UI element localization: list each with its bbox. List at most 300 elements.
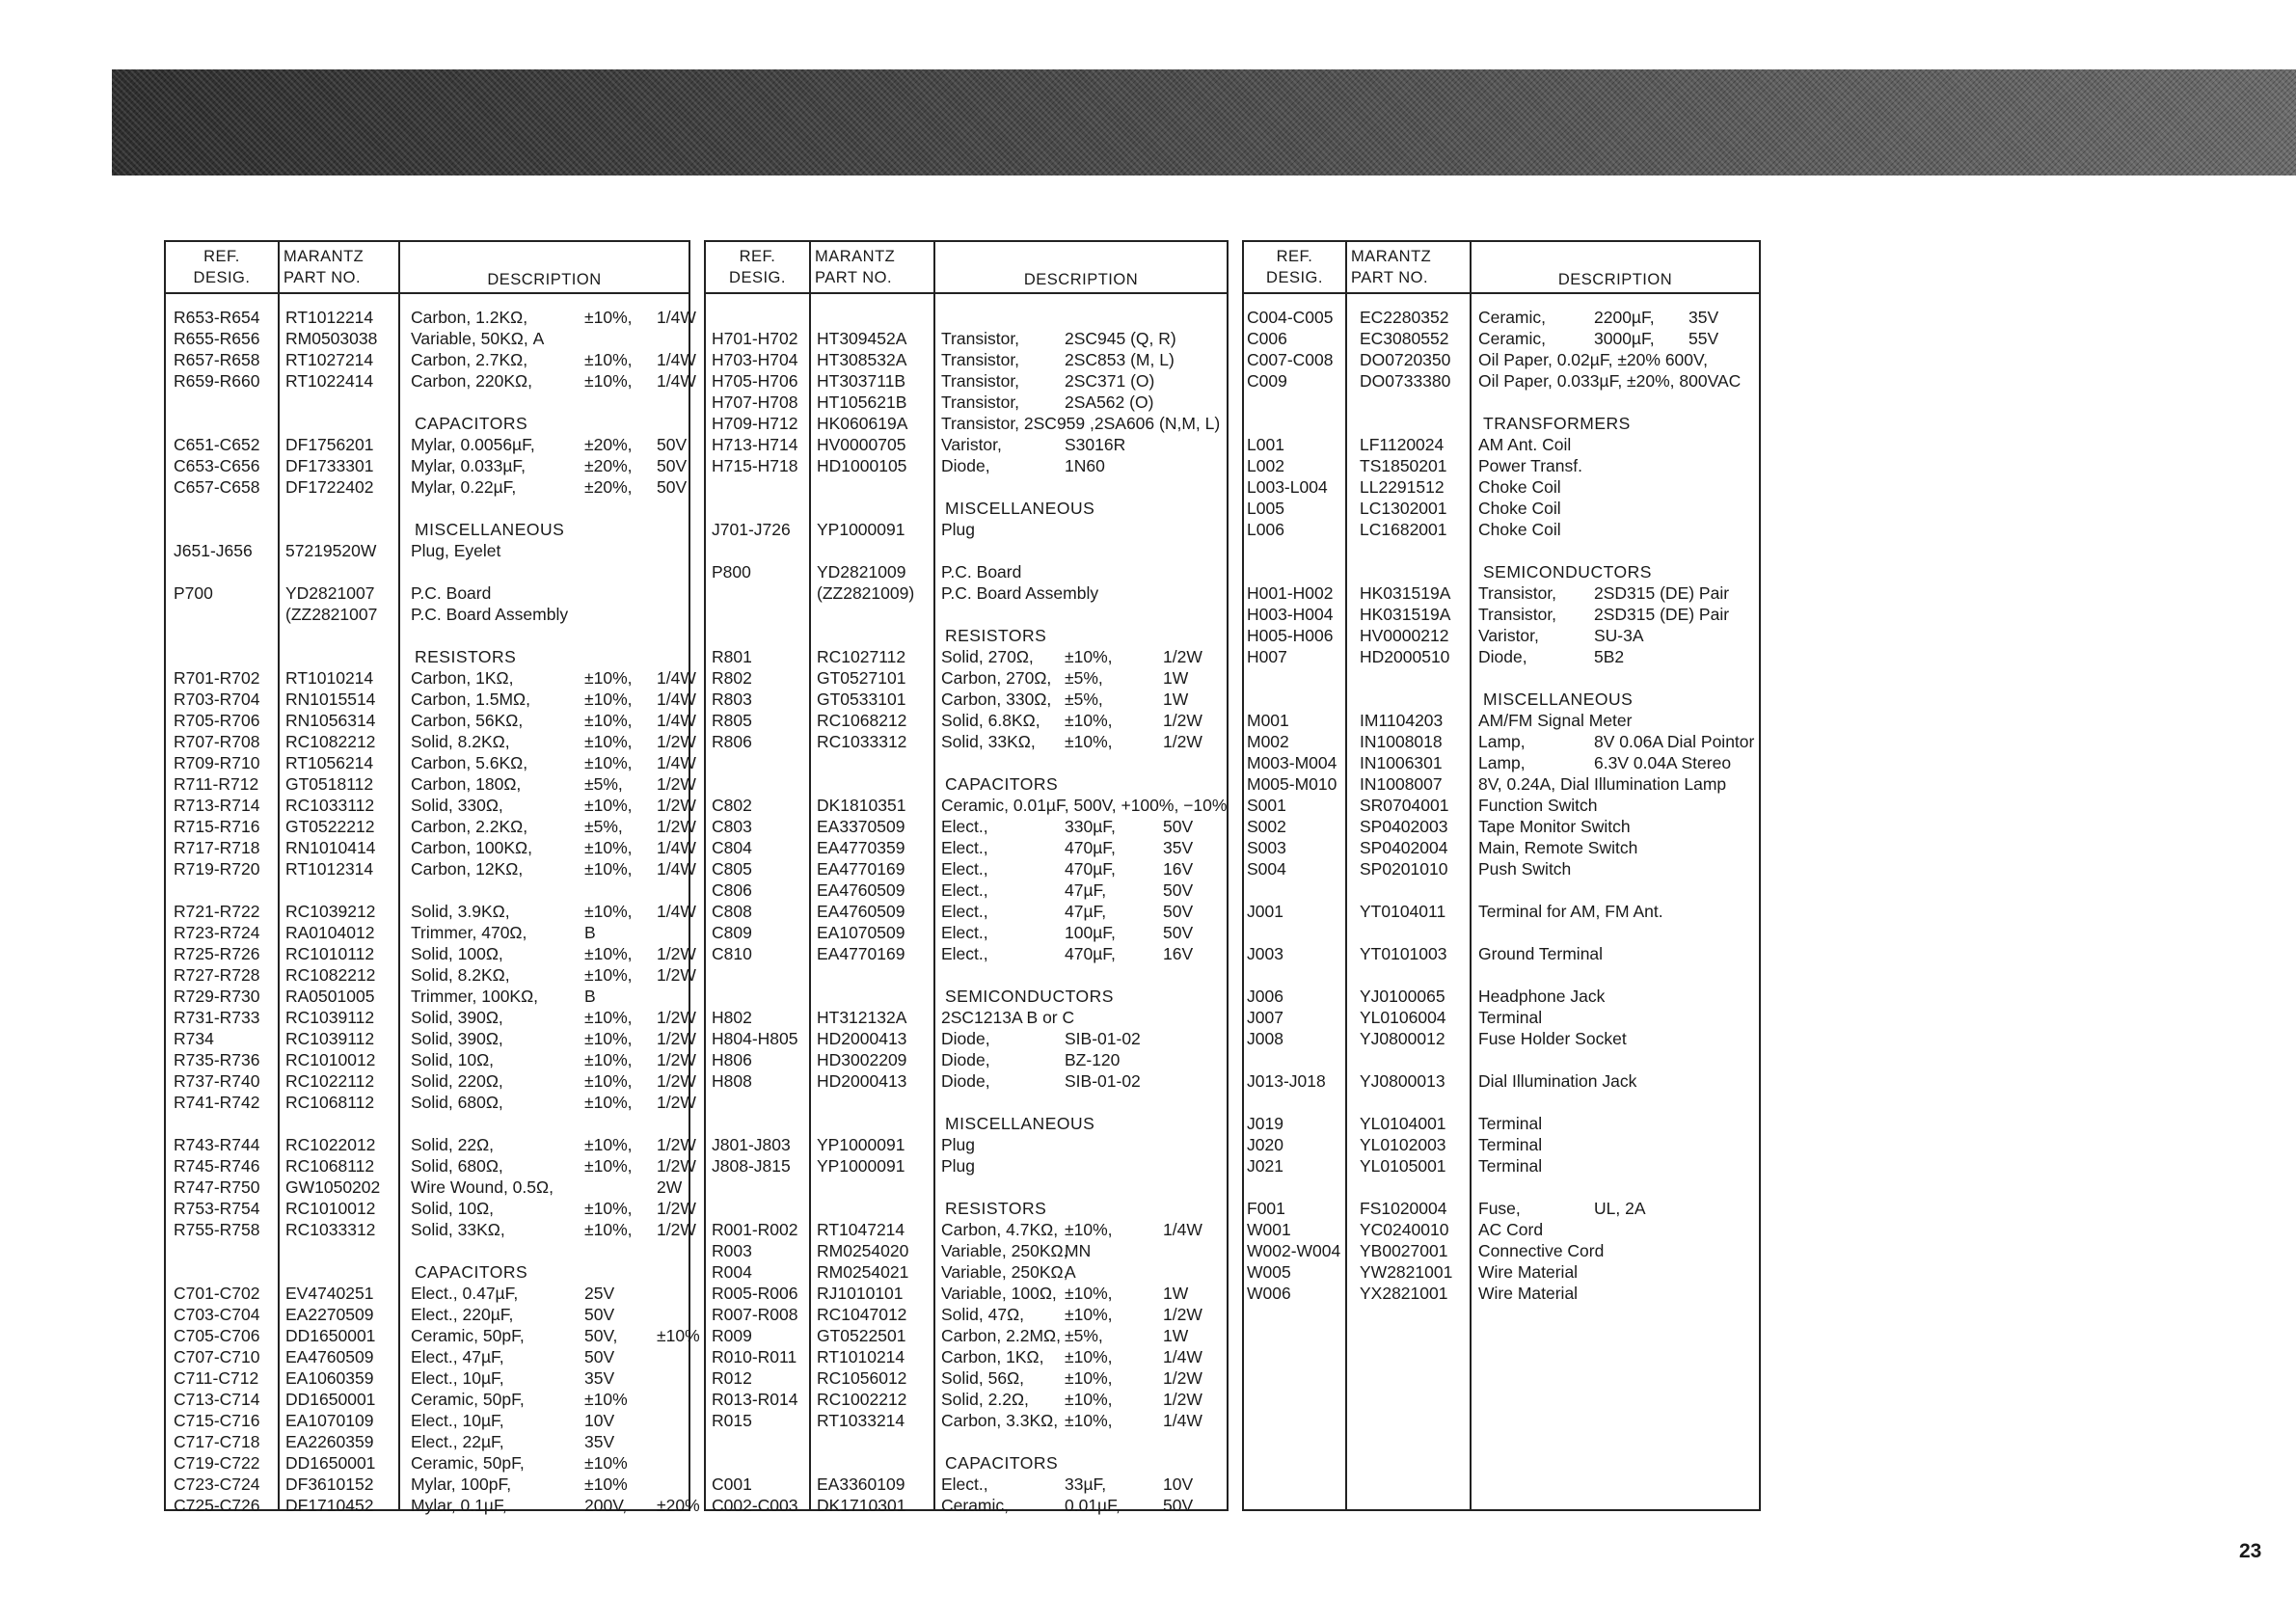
table-row [706,879,1227,901]
table-row [706,1261,1227,1283]
table-row [1244,1070,1759,1092]
description-part: Ceramic, [1478,308,1547,327]
description-part: 1/4W [657,690,696,709]
section-heading: CAPACITORS [945,774,1059,794]
description-part: Varistor, [941,435,1002,454]
part-number: RN1056314 [285,711,376,730]
ref-desig: J021 [1247,1156,1283,1176]
description-part: Terminal [1478,1008,1543,1027]
table-row [166,307,696,328]
ref-desig-header: REF. DESIG. [193,248,251,286]
ref-desig: C717-C718 [174,1432,260,1451]
part-number: DD1650001 [285,1326,376,1345]
ref-desig: H715-H718 [712,456,798,475]
table-row [166,1049,696,1070]
table-row [166,1134,696,1155]
ref-desig: R707-R708 [174,732,260,751]
ref-desig: P800 [712,562,751,582]
part-number: HD2000413 [817,1029,907,1048]
description-part: Carbon, 5.6KΩ, [411,753,528,772]
description-part: ±10%, [1065,732,1113,751]
part-number: RT1010214 [285,668,374,688]
ref-desig: C701-C702 [174,1284,260,1303]
description-part: ±10%, [584,1071,633,1091]
table-row [706,943,1227,964]
part-number: IN1008018 [1360,732,1443,751]
ref-desig: W002-W004 [1247,1241,1341,1260]
table-row [706,349,1227,370]
description-part: Wire Material [1478,1284,1579,1303]
ref-desig: M002 [1247,732,1289,751]
ref-desig: H705-H706 [712,371,798,391]
description-part: AM Ant. Coil [1478,435,1572,454]
ref-desig: H707-H708 [712,392,798,412]
part-number: EA4760509 [817,902,905,921]
description-part: ±10%, [1065,1284,1113,1303]
table-row [706,1431,1227,1452]
part-number: EV4740251 [285,1284,374,1303]
description-part: P.C. Board Assembly [941,583,1099,603]
table-row [166,795,696,816]
description-part: Ground Terminal [1478,944,1604,963]
table-row [1244,837,1759,858]
table-row [1244,986,1759,1007]
description-part: Mylar, 0.1µF, [411,1496,507,1515]
description-part: ±10%, [1065,1305,1113,1324]
ref-desig: R709-R710 [174,753,260,772]
part-number: RA0501005 [285,987,375,1006]
table-row [1244,1049,1759,1070]
description-part: Elect., 0.47µF, [411,1284,519,1303]
description-part: 2SC1213A B or C [941,1008,1075,1027]
part-number: RC1082212 [285,732,376,751]
ref-desig: J003 [1247,944,1283,963]
part-number: YJ0800012 [1360,1029,1445,1048]
section-heading-row [1244,413,1759,434]
part-number: SP0402004 [1360,838,1448,857]
part-number: YP1000091 [817,1156,905,1176]
description-part: Solid, 390Ω, [411,1008,503,1027]
description-part: 50V [1163,902,1194,921]
section-heading: MISCELLANEOUS [1483,690,1634,709]
description-part: 1/2W [1163,1368,1202,1388]
description-part: ±10%, [1065,1347,1113,1366]
ref-desig: R001-R002 [712,1220,798,1239]
description-part: 1/2W [657,1093,696,1112]
table-row [1244,1261,1759,1283]
table-row [706,922,1227,943]
section-heading-row [706,1452,1227,1474]
description-part: ±10%, [584,796,633,815]
description-part: 1/2W [1163,1305,1202,1324]
table-row [166,901,696,922]
description-part: ±10%, [584,944,633,963]
part-number: EA4760509 [817,880,905,900]
table-row [706,752,1227,773]
part-number: RJ1010101 [817,1284,904,1303]
ref-desig: R806 [712,732,752,751]
ref-desig: H709-H712 [712,414,798,433]
part-number: SP0402003 [1360,817,1448,836]
table-row [166,1177,689,1198]
ref-desig: R703-R704 [174,690,260,709]
table-row [1244,1113,1759,1134]
description-part: Elect., [941,880,988,900]
ref-desig: R755-R758 [174,1220,260,1239]
description-part: ±10% [584,1474,628,1494]
description-part: 55V [1688,329,1719,348]
ref-desig: L003-L004 [1247,477,1328,497]
part-number: HD2000510 [1360,647,1450,666]
description-part: Transistor, [1478,583,1557,603]
description-part: Elect., [941,859,988,879]
part-number: HT312132A [817,1008,907,1027]
ref-desig: S001 [1247,796,1286,815]
part-number: HV0000705 [817,435,906,454]
table-row [706,1155,1227,1177]
table-row [1244,816,1759,837]
table-row [1244,964,1759,986]
part-number: HT308532A [817,350,907,369]
part-number: RC1027112 [817,647,906,666]
description-part: Solid, 10Ω, [411,1199,495,1218]
description-part: 35V [1163,838,1194,857]
table-row [706,1177,1227,1198]
part-number: RT1012314 [285,859,374,879]
ref-desig: C810 [712,944,752,963]
description-part: 16V [1163,859,1194,879]
description-part: Carbon, 2.7KΩ, [411,350,528,369]
part-number: RC1082212 [285,965,376,985]
part-number: (ZZ2821007 [285,605,378,624]
ref-desig: L001 [1247,435,1284,454]
description-part: Terminal [1478,1156,1543,1176]
description-part: Transistor, [941,329,1020,348]
part-number: RC1033312 [817,732,907,751]
description-part: P.C. Board [411,583,492,603]
description-part: ±10%, [584,1008,633,1027]
description-part: 50V [1163,923,1194,942]
ref-desig: R015 [712,1411,752,1430]
ref-desig: J808-J815 [712,1156,791,1176]
table-row [166,1304,689,1325]
ref-desig: C009 [1247,371,1287,391]
ref-desig: R747-R750 [174,1177,260,1197]
description-part: Ceramic, 50pF, [411,1390,525,1409]
description-part: 25V [584,1284,615,1303]
table-row [1244,540,1759,561]
ref-desig: R745-R746 [174,1156,260,1176]
description-part: ±10%, [584,902,633,921]
description-part: Carbon, 1KΩ, [941,1347,1044,1366]
description-part: Terminal [1478,1135,1543,1154]
section-heading: MISCELLANEOUS [945,499,1095,518]
table-row [1244,498,1759,519]
table-row [706,413,1227,434]
description-part: Variable, 100Ω, [941,1284,1057,1303]
ref-desig: H806 [712,1050,752,1069]
description-part: UL, 2A [1594,1199,1646,1218]
description-part: Terminal for AM, FM Ant. [1478,902,1663,921]
description-part: 100µF, [1065,923,1116,942]
parts-table-3 [1242,240,1761,1511]
ref-desig: R801 [712,647,752,666]
description-part: 50V [657,456,688,475]
table-row [166,1028,696,1049]
description-part: 0.01µF, [1065,1496,1121,1515]
ref-desig: W001 [1247,1220,1291,1239]
description-part: Ceramic, 50pF, [411,1326,525,1345]
table-row [166,498,689,519]
description-part: ±20%, [584,456,633,475]
description-part: 3000µF, [1594,329,1655,348]
ref-desig: R655-R656 [174,329,260,348]
description-part: B [584,923,596,942]
ref-desig: M001 [1247,711,1289,730]
description-part: 470µF, [1065,944,1116,963]
description-part: 1/4W [1163,1220,1202,1239]
description-part: Connective Cord [1478,1241,1605,1260]
description-part: Carbon, 1.2KΩ, [411,308,528,327]
table-row [706,1240,1227,1261]
section-heading-row [166,519,689,540]
part-number: HT309452A [817,329,907,348]
part-number: EC3080552 [1360,329,1449,348]
ref-desig: J019 [1247,1114,1283,1133]
part-number: DF1733301 [285,456,374,475]
description-part: 50V, [584,1326,618,1345]
table-row [166,837,696,858]
description-part: Plug, Eyelet [411,541,501,560]
description-part: Variable, 50KΩ, A [411,329,545,348]
description-part: ±5%, [1065,668,1103,688]
description-part: ±10%, [584,690,633,709]
description-part: 16V [1163,944,1194,963]
table-row [706,646,1227,667]
description-part: ±5%, [1065,690,1103,709]
description-part: A [1065,1262,1076,1282]
ref-desig: R013-R014 [712,1390,798,1409]
description-part: Carbon, 1.5MΩ, [411,690,530,709]
description-part: 1/2W [657,1156,696,1176]
section-heading: CAPACITORS [415,1262,528,1282]
section-heading-row [706,625,1227,646]
description-part: 6.3V 0.04A Stereo [1594,753,1732,772]
description-part: 2SD315 (DE) Pair [1594,583,1730,603]
description-part: 2SC945 (Q, R) [1065,329,1176,348]
description-part: 33µF, [1065,1474,1107,1494]
ref-desig: R721-R722 [174,902,260,921]
ref-desig: R805 [712,711,752,730]
table-row [166,1155,696,1177]
description-part: ±10%, [1065,1390,1113,1409]
description-part: Tape Monitor Switch [1478,817,1631,836]
description-part: Elect., [941,944,988,963]
table-row [706,1346,1227,1367]
table-row [706,901,1227,922]
description-part: 8V, 0.24A, Dial Illumination Lamp [1478,774,1727,794]
ref-desig: C006 [1247,329,1287,348]
table-row [1244,710,1759,731]
part-number: RC1033112 [285,796,375,815]
part-number: DO0733380 [1360,371,1451,391]
ref-desig: P700 [174,583,213,603]
table-row [166,1495,700,1516]
table-row [166,1367,689,1389]
table-row [1244,795,1759,816]
description-part: Plug [941,1135,976,1154]
description-part: 2SC371 (O) [1065,371,1155,391]
part-number: RC1068212 [817,711,907,730]
description-part: Oil Paper, 0.02µF, ±20% 600V, [1478,350,1708,369]
section-heading: SEMICONDUCTORS [945,987,1114,1006]
description-part: ±20% [657,1496,700,1515]
part-number: EA4770169 [817,859,905,879]
description-part: SIB-01-02 [1065,1029,1141,1048]
ref-desig: C002-C003 [712,1496,798,1515]
ref-desig: C653-C656 [174,456,260,475]
section-heading: MISCELLANEOUS [945,1114,1095,1133]
description-part: Solid, 220Ω, [411,1071,503,1091]
description-part: 1/2W [657,965,696,985]
description-part: Mylar, 0.033µF, [411,456,527,475]
part-number: (ZZ2821009) [817,583,915,603]
table-row [166,349,696,370]
description-part: Carbon, 330Ω, [941,690,1052,709]
description-part: ±10%, [584,711,633,730]
table-row [1244,307,1759,328]
ref-desig: R734 [174,1029,214,1048]
part-number: HT303711B [817,371,906,391]
description-part: 1/4W [657,308,696,327]
part-number: RC1068112 [285,1156,375,1176]
ref-desig: H701-H702 [712,329,798,348]
description-part: Mylar, 100pF, [411,1474,512,1494]
table-row [706,1389,1227,1410]
part-number: GT0533101 [817,690,906,709]
ref-desig: C703-C704 [174,1305,260,1324]
ref-desig: R657-R658 [174,350,260,369]
section-heading-row [706,773,1227,795]
section-heading-row [706,1113,1227,1134]
description-part: Transistor, [1478,605,1557,624]
ref-desig: R009 [712,1326,752,1345]
description-part: 1/2W [657,732,696,751]
part-number: YD2821007 [285,583,375,603]
section-heading: CAPACITORS [415,414,528,433]
ref-desig: R719-R720 [174,859,260,879]
description-part: 47µF, [1065,902,1107,921]
part-number: YL0106004 [1360,1008,1446,1027]
description-part: 2W [657,1177,683,1197]
table-row [1244,752,1759,773]
part-number: HK031519A [1360,605,1451,624]
section-heading-row [706,986,1227,1007]
description-part: 1/2W [1163,732,1202,751]
table-row [1244,731,1759,752]
description-part: Diode, [941,1071,990,1091]
ref-desig: M005-M010 [1247,774,1337,794]
part-number: DF1756201 [285,435,374,454]
description-part: Solid, 8.2KΩ, [411,965,510,985]
part-number: LC1682001 [1360,520,1447,539]
ref-desig: C004-C005 [1247,308,1334,327]
description-part: 1/4W [657,371,696,391]
table-row [166,561,689,582]
part-number: RC1039112 [285,1029,375,1048]
description-part: Choke Coil [1478,499,1561,518]
part-no-header: MARANTZ PART NO. [1351,248,1432,286]
table-row [706,731,1227,752]
table-row [1244,370,1759,392]
description-part: 1/4W [657,902,696,921]
table-row [166,1240,689,1261]
table-row [1244,943,1759,964]
table-row [706,1283,1227,1304]
table-row [166,582,689,604]
description-part: MN [1065,1241,1092,1260]
section-heading-row [706,1198,1227,1219]
table-row [1244,901,1759,922]
part-number: YC0240010 [1360,1220,1449,1239]
table-row [706,540,1227,561]
description-part: Varistor, [1478,626,1539,645]
table-row [1244,1240,1759,1261]
description-part: Elect., 22µF, [411,1432,504,1451]
description-part: Carbon, 12KΩ, [411,859,524,879]
description-part: Lamp, [1478,732,1526,751]
description-part: Ceramic, [941,1496,1010,1515]
description-part: 47µF, [1065,880,1107,900]
table-row [166,370,696,392]
ref-desig: H804-H805 [712,1029,798,1048]
table-row [1244,604,1759,625]
ref-desig: J020 [1247,1135,1283,1154]
table-row [1244,1283,1759,1304]
description-part: Function Switch [1478,796,1598,815]
ref-desig: H001-H002 [1247,583,1334,603]
description-part: 1/4W [657,838,696,857]
ref-desig: R705-R706 [174,711,260,730]
description-part: Solid, 33KΩ, [941,732,1036,751]
description-part: Solid, 270Ω, [941,647,1034,666]
ref-desig: S004 [1247,859,1286,879]
part-number: IN1006301 [1360,753,1443,772]
table-row [166,604,689,625]
description-part: Choke Coil [1478,520,1561,539]
page-number: 23 [2239,1540,2262,1562]
description-part: ±10%, [1065,647,1113,666]
ref-desig: C805 [712,859,752,879]
table-row [166,1283,689,1304]
part-number: RA0104012 [285,923,375,942]
ref-desig: H007 [1247,647,1287,666]
part-number: RC1039112 [285,1008,375,1027]
table-row [166,1007,696,1028]
part-number: YW2821001 [1360,1262,1453,1282]
table-row [1244,1198,1759,1219]
ref-desig: J007 [1247,1008,1283,1027]
ref-desig: R005-R006 [712,1284,798,1303]
ref-desig: H703-H704 [712,350,798,369]
header-band [112,69,2296,176]
description-part: 1/2W [1163,711,1202,730]
table-row [166,476,689,498]
description-part: SIB-01-02 [1065,1071,1141,1091]
description-part: 1N60 [1065,456,1105,475]
part-number: RC1068112 [285,1093,375,1112]
ref-desig: C705-C706 [174,1326,260,1345]
